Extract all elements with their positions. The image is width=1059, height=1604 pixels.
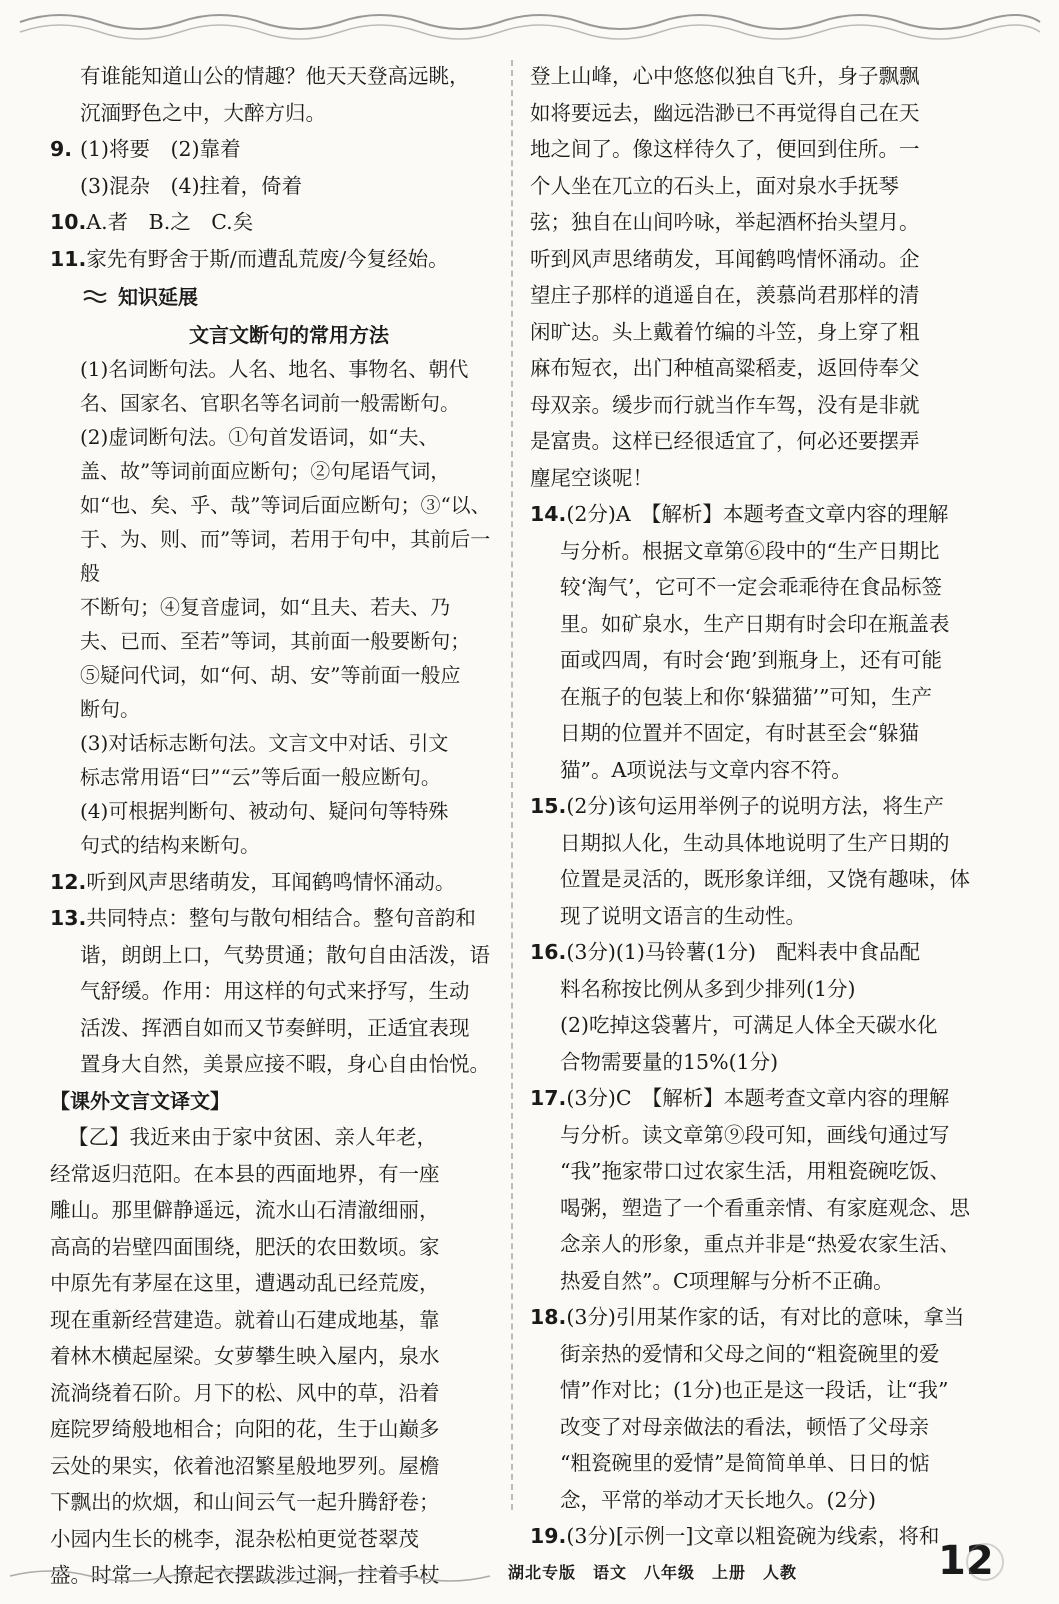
answer-text: “我”拖家带口过农家生活，用粗瓷碗吃饭、 bbox=[560, 1159, 950, 1183]
answer-15 bbox=[530, 788, 982, 825]
box-line: 句式的结构来断句。 bbox=[80, 832, 260, 857]
answer-text: (3)混杂 (4)拄着，倚着 bbox=[80, 173, 303, 198]
box-line: 夫、已而、至若”等词，其前面一般要断句； bbox=[80, 628, 471, 653]
translation-title: 【课外文言文译文】 bbox=[50, 1088, 230, 1113]
translation-line: 经常返归范阳。在本县的西面地界，有一座 bbox=[50, 1161, 440, 1186]
answer-text: (2分)该句运用举例子的说明方法，将生产 bbox=[566, 794, 944, 818]
answer-text: 里。如矿泉水，生产日期有时会印在瓶盖表 bbox=[560, 611, 950, 636]
answer-text: 街亲热的爱情和父母之间的“粗瓷碗里的爱 bbox=[560, 1341, 940, 1366]
translation-line: 小园内生长的桃李，混杂松柏更觉苍翠茂 bbox=[50, 1526, 419, 1551]
intro-line: 有谁能知道山公的情趣？他天天登高远眺， bbox=[80, 64, 470, 88]
answer-text: 喝粥，塑造了一个看重亲情、有家庭观念、思 bbox=[560, 1195, 970, 1220]
translation-line: 弦；独自在山间吟咏，举起酒杯抬头望月。 bbox=[530, 210, 920, 234]
page-number: 12 bbox=[938, 1538, 994, 1584]
answer-12 bbox=[50, 864, 502, 901]
box-line: 不断句；④复音虚词，如“且夫、若夫、乃 bbox=[80, 594, 451, 619]
box-title: 文言文断句的常用方法 bbox=[189, 322, 389, 347]
answer-text: 念亲人的形象，重点并非是“热爱农家生活、 bbox=[560, 1232, 960, 1256]
answer-number: 10. bbox=[50, 210, 87, 234]
answer-18 bbox=[530, 1299, 982, 1336]
answer-text: 家先有野舍于斯/而遭乱荒废/今复经始。 bbox=[86, 246, 449, 271]
answer-text: 日期的位置并不固定，有时甚至会“躲猫 bbox=[560, 721, 919, 745]
column-divider bbox=[511, 60, 513, 1510]
translation-line: 【乙】我近来由于家中贫困、亲人年老， bbox=[68, 1125, 437, 1149]
footer-info: 湖北专版 语文 八年级 上册 人教 bbox=[508, 1563, 798, 1582]
box-line: 于、为、则、而”等词，若用于句中，其前后一般 bbox=[80, 526, 491, 585]
answer-text: 气舒缓。作用：用这样的句式来抒写，生动 bbox=[80, 979, 470, 1003]
answer-number: 13. bbox=[50, 906, 87, 930]
wave-lines-icon bbox=[82, 287, 108, 307]
box-line: (4)可根据判断句、被动句、疑问句等特殊 bbox=[80, 798, 449, 823]
box-line: 断句。 bbox=[80, 696, 140, 721]
translation-line: 盛。时常一人撩起衣摆跋涉过涧，拄着手杖 bbox=[50, 1563, 440, 1587]
answer-11 bbox=[50, 241, 502, 278]
translation-line: 雕山。那里僻静遥远，流水山石清澈细丽， bbox=[50, 1198, 440, 1222]
translation-line: 望庄子那样的逍遥自在，羡慕尚君那样的清 bbox=[530, 283, 920, 307]
answer-text: “粗瓷碗里的爱情”是简简单单、日日的惦 bbox=[560, 1451, 930, 1475]
answer-text: 面或四周，有时会‘跑’到瓶身上，还有可能 bbox=[560, 648, 943, 672]
answer-number: 19. bbox=[530, 1524, 567, 1548]
knowledge-extension-header bbox=[82, 279, 502, 316]
answer-number: 16. bbox=[530, 940, 567, 964]
translation-line: 麈尾空谈呢！ bbox=[530, 465, 653, 490]
answer-text: (1)将要 (2)靠着 bbox=[80, 137, 241, 161]
answer-text: 与分析。根据文章第⑥段中的“生产日期比 bbox=[560, 538, 940, 563]
answer-text: 现了说明文语言的生动性。 bbox=[560, 903, 806, 928]
answer-text: 置身大自然，美景应接不暇，身心自由怡悦。 bbox=[80, 1052, 490, 1076]
translation-line: 云处的果实，依着池沼繁星般地罗列。屋檐 bbox=[50, 1453, 440, 1478]
translation-line: 地之间了。像这样待久了，便回到住所。一 bbox=[530, 137, 920, 161]
watermark-circle-icon bbox=[845, 1540, 1055, 1600]
translation-line: 庭院罗绮般地相合；向阳的花，生于山巅多 bbox=[50, 1417, 440, 1441]
box-line: 标志常用语“曰”“云”等后面一般应断句。 bbox=[80, 764, 441, 789]
box-line: (2)虚词断句法。①句首发语词，如“夫、 bbox=[80, 424, 439, 449]
answer-text: (3分)C 【解析】本题考查文章内容的理解 bbox=[566, 1086, 950, 1110]
answer-number: 15. bbox=[530, 794, 567, 818]
answer-text: A.者 B.之 C.矣 bbox=[86, 210, 254, 234]
translation-line: 如将要远去，幽远浩渺已不再觉得自己在天 bbox=[530, 100, 920, 125]
answer-text: 活泼、挥洒自如而又节奏鲜明，正适宜表现 bbox=[80, 1015, 470, 1040]
translation-line: 高高的岩壁四面围绕，肥沃的农田数顷。家 bbox=[50, 1234, 440, 1259]
answer-text: 念，平常的举动才天长地久。(2分) bbox=[560, 1487, 877, 1512]
answer-text: 在瓶子的包装上和你‘躲猫猫’”可知，生产 bbox=[560, 684, 933, 709]
watermark-logo bbox=[845, 1540, 1055, 1600]
answer-text: 共同特点：整句与散句相结合。整句音韵和 bbox=[86, 906, 476, 930]
answer-13 bbox=[50, 900, 502, 937]
answer-text: (2)吃掉这袋薯片，可满足人体全天碳水化 bbox=[560, 1013, 938, 1037]
answer-14 bbox=[530, 496, 982, 533]
box-line: 名、国家名、官职名等名词前一般需断句。 bbox=[80, 390, 460, 415]
answer-number: 14. bbox=[530, 502, 567, 526]
answer-number: 12. bbox=[50, 869, 87, 894]
right-column bbox=[530, 58, 982, 1555]
translation-line: 流淌绕着石阶。月下的松、风中的草，沿着 bbox=[50, 1380, 440, 1405]
answer-text: (2分)A 【解析】本题考查文章内容的理解 bbox=[566, 502, 949, 526]
answer-9 bbox=[50, 131, 502, 168]
translation-line: 听到风声思绪萌发，耳闻鹤鸣情怀涌动。企 bbox=[530, 246, 920, 271]
answer-number: 18. bbox=[530, 1305, 567, 1329]
answer-text: 位置是灵活的，既形象详细，又饶有趣味，体 bbox=[560, 867, 970, 891]
answer-number: 17. bbox=[530, 1086, 567, 1110]
translation-line: 闲旷达。头上戴着竹编的斗笠，身上穿了粗 bbox=[530, 319, 920, 344]
box-line: 如“也、矣、乎、哉”等词后面应断句；③“以、 bbox=[80, 492, 491, 517]
translation-line: 登上山峰，心中悠悠似独自飞升，身子飘飘 bbox=[530, 64, 920, 88]
box-line: (1)名词断句法。人名、地名、事物名、朝代 bbox=[80, 356, 469, 381]
answer-text: 谐，朗朗上口，气势贯通；散句自由活泼，语 bbox=[80, 942, 490, 967]
left-column bbox=[50, 58, 502, 1594]
translation-line: 现在重新经营建造。就着山石建成地基，靠 bbox=[50, 1307, 440, 1332]
translation-line: 麻布短衣，出门种植高粱稻麦，返回侍奉父 bbox=[530, 356, 920, 380]
answer-text: (3分)(1)马铃薯(1分) 配料表中食品配 bbox=[566, 940, 920, 964]
answer-text: 听到风声思绪萌发，耳闻鹤鸣情怀涌动。 bbox=[86, 869, 456, 894]
box-line: (3)对话标志断句法。文言文中对话、引文 bbox=[80, 730, 449, 755]
translation-line: 下飘出的炊烟，和山间云气一起升腾舒卷； bbox=[50, 1490, 440, 1514]
knowledge-box bbox=[76, 316, 502, 864]
box-line: 盖、故”等词前面应断句；②句尾语气词， bbox=[80, 458, 451, 483]
answer-text: 情”作对比；(1分)也正是这一段话，让“我” bbox=[560, 1378, 949, 1402]
answer-text: 合物需要量的15%(1分) bbox=[560, 1049, 779, 1074]
translation-line: 母双亲。缓步而行就当作车驾，没有是非就 bbox=[530, 392, 920, 417]
answer-number: 9. bbox=[50, 137, 73, 161]
answer-text: (3分)引用某作家的话，有对比的意味，拿当 bbox=[566, 1305, 965, 1329]
answer-text: 料名称按比例从多到少排列(1分) bbox=[560, 976, 856, 1001]
answer-number: 11. bbox=[50, 246, 87, 271]
answer-text: 与分析。读文章第⑨段可知，画线句通过写 bbox=[560, 1122, 950, 1147]
decorative-top-border bbox=[0, 0, 1059, 52]
answer-text: 猫”。A项说法与文章内容不符。 bbox=[560, 757, 852, 782]
translation-line: 个人坐在兀立的石头上，面对泉水手抚琴 bbox=[530, 173, 899, 198]
answer-text: 日期拟人化，生动具体地说明了生产日期的 bbox=[560, 830, 950, 855]
translation-line: 着林木横起屋梁。女萝攀生映入屋内，泉水 bbox=[50, 1344, 440, 1368]
answer-text: 热爱自然”。C项理解与分析不正确。 bbox=[560, 1268, 894, 1293]
answer-text: 较‘淘气’，它可不一定会乖乖待在食品标签 bbox=[560, 575, 943, 599]
section-title: 知识延展 bbox=[118, 285, 198, 309]
answer-16 bbox=[530, 934, 982, 971]
answer-10 bbox=[50, 204, 502, 241]
answer-17 bbox=[530, 1080, 982, 1117]
box-line: ⑤疑问代词，如“何、胡、安”等前面一般应 bbox=[80, 662, 461, 687]
translation-line: 是富贵。这样已经很适宜了，何必还要摆弄 bbox=[530, 429, 920, 453]
answer-text: 改变了对母亲做法的看法，顿悟了父母亲 bbox=[560, 1414, 929, 1439]
translation-line: 中原先有茅屋在这里，遭遇动乱已经荒废， bbox=[50, 1271, 440, 1295]
answer-text: (3分)[示例一]文章以粗瓷碗为线索，将和 bbox=[566, 1524, 940, 1548]
intro-line: 沉湎野色之中，大醉方归。 bbox=[80, 100, 326, 125]
